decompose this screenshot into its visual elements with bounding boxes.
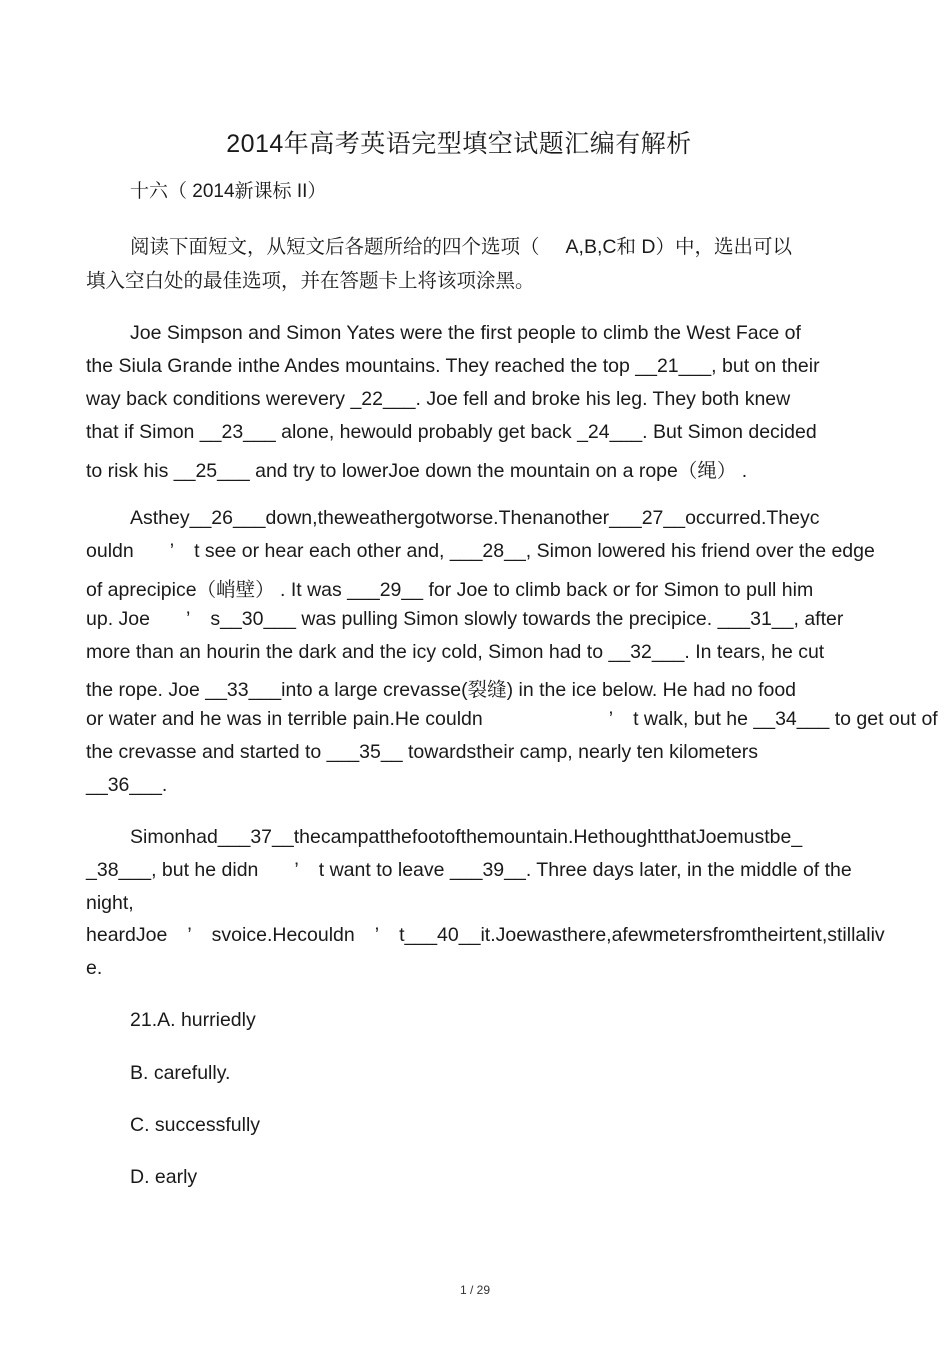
instructions-text: A,B,C和 D）中，选出可以 xyxy=(565,236,792,258)
passage-line: night, xyxy=(86,892,134,914)
passage-text: _38___, but he didn xyxy=(86,859,259,881)
passage-text: ’ xyxy=(608,708,614,730)
passage-text: svoice.Hecouldn xyxy=(211,924,355,946)
question-option-b: B. carefully. xyxy=(130,1062,231,1084)
passage-line: to risk his __25___ and try to lowerJoe down the mountain on a rope（绳） . xyxy=(86,460,748,482)
question-option-c: C. successfully xyxy=(130,1114,261,1136)
passage-line: way back conditions werevery _22___. Joe fell and broke his leg. They both knew xyxy=(86,388,791,410)
passage-line xyxy=(86,608,843,631)
passage-line: Joe Simpson and Simon Yates were the first people to climb the West Face of xyxy=(130,322,801,344)
passage-line: Asthey__26___down,theweathergotworse.Thenanother___27__occurred.Theyc xyxy=(130,507,820,529)
passage-line: e. xyxy=(86,957,103,979)
passage-text: ’ xyxy=(294,859,299,881)
instructions-line-2: 填入空白处的最佳选项，并在答题卡上将该项涂黑。 xyxy=(86,270,535,292)
passage-text: t see or hear each other and, ___28__, Simon lowered his friend over the edge xyxy=(194,540,875,562)
passage-text: heardJoe xyxy=(86,924,168,946)
passage-text: ’ xyxy=(169,540,175,562)
passage-line: that if Simon __23___ alone, hewould probably get back _24___. But Simon decided xyxy=(86,421,817,443)
document-title: 2014年高考英语完型填空试题汇编有解析 xyxy=(226,130,692,158)
passage-text: t___40__it.Joewasthere,afewmetersfromtheirtent,stillaliv xyxy=(399,924,885,946)
passage-text: t want to leave ___39__. Three days later, in the middle of the xyxy=(318,859,852,881)
passage-line xyxy=(86,708,938,731)
page-number: 1 / 29 xyxy=(459,1283,491,1297)
passage-line: more than an hourin the dark and the icy cold, Simon had to __32___. In tears, he cut xyxy=(86,641,825,663)
passage-text: ’ xyxy=(187,924,192,946)
passage-text: or water and he was in terrible pain.He couldn xyxy=(86,708,483,730)
section-heading: 十六（ 2014新课标 II） xyxy=(130,181,327,202)
instructions-line-1 xyxy=(130,231,792,259)
passage-line: the Siula Grande inthe Andes mountains. They reached the top __21___, but on their xyxy=(86,355,820,377)
passage-line: the crevasse and started to ___35__ towardstheir camp, nearly ten kilometers xyxy=(86,741,759,763)
passage-text: t walk, but he __34___ to get out of xyxy=(633,708,938,730)
passage-line: of aprecipice（峭壁） . It was ___29__ for Joe to climb back or for Simon to pull him xyxy=(86,579,814,601)
instructions-text: 阅读下面短文，从短文后各题所给的四个选项（ xyxy=(130,236,540,258)
passage-line: Simonhad___37__thecampatthefootofthemountain.HethoughtthatJoemustbe_ xyxy=(130,826,803,848)
question-option-d: D. early xyxy=(130,1166,198,1188)
passage-line xyxy=(86,924,885,947)
passage-text: ’ xyxy=(374,924,380,946)
passage-line: __36___. xyxy=(86,774,168,796)
question-stem-option-a: 21.A. hurriedly xyxy=(130,1009,256,1031)
passage-line xyxy=(86,859,852,882)
passage-text: ’ xyxy=(185,608,191,630)
passage-line xyxy=(86,540,875,563)
passage-text: s__30___ was pulling Simon slowly towards the precipice. ___31__, after xyxy=(210,608,844,630)
passage-line: the rope. Joe __33___into a large crevasse(裂缝) in the ice below. He had no food xyxy=(86,679,797,701)
passage-text: up. Joe xyxy=(86,608,150,630)
passage-text: ouldn xyxy=(86,540,134,562)
